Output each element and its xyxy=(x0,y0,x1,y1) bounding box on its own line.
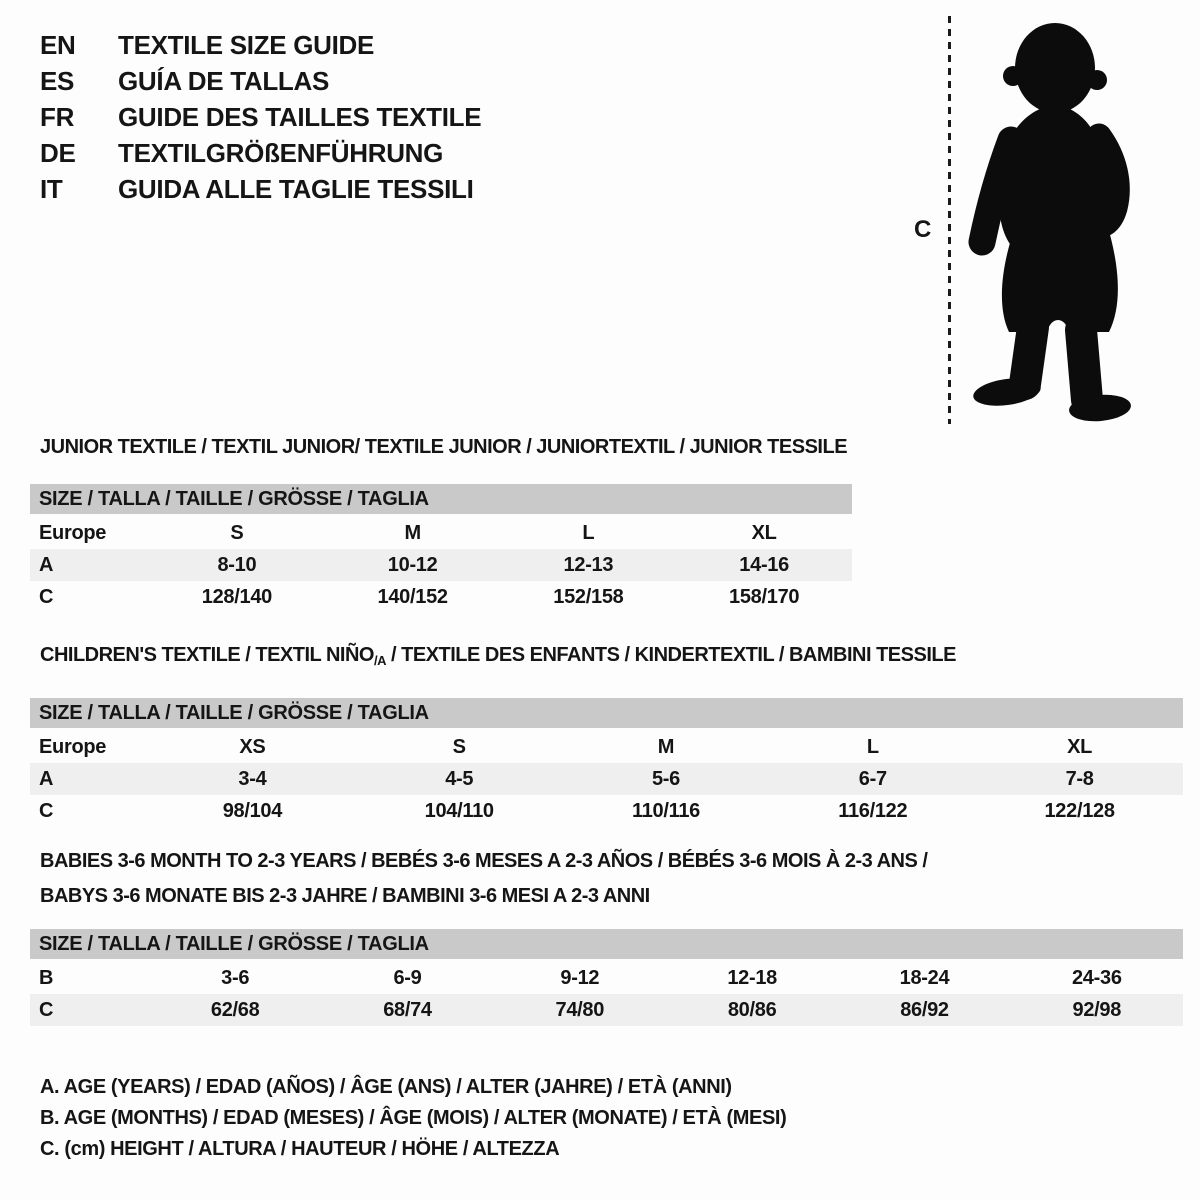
table-row xyxy=(30,763,1183,795)
language-code: ES xyxy=(40,65,75,96)
section-babies-textile xyxy=(0,850,1200,1026)
table-cell: 140/152 xyxy=(377,585,448,608)
table-cell: 110/116 xyxy=(631,799,700,822)
table-cell: 14-16 xyxy=(676,549,852,581)
guide-title: GUIDE DES TAILLES TEXTILE xyxy=(118,101,482,132)
table-cell: 158/170 xyxy=(729,585,800,608)
table-cell: 86/92 xyxy=(838,994,1010,1026)
row-label: B xyxy=(39,966,54,989)
table-cell: 116/122 xyxy=(838,799,908,822)
table-cell: M xyxy=(657,735,675,758)
section-junior-textile xyxy=(0,436,1200,613)
table-cell: 152/158 xyxy=(553,585,624,608)
table-cell: 80/86 xyxy=(666,994,838,1026)
table-row xyxy=(30,581,852,613)
section-title xyxy=(40,644,1200,672)
language-row xyxy=(40,27,481,63)
row-label: A xyxy=(30,549,149,581)
table-row xyxy=(30,549,852,581)
measurement-legend xyxy=(40,1072,786,1165)
row-label: A xyxy=(30,763,149,795)
table-cell: 104/110 xyxy=(424,799,494,822)
language-code: EN xyxy=(40,29,76,60)
table-cell: 62/68 xyxy=(149,994,321,1026)
table-cell: S xyxy=(452,735,466,758)
table-cell: 5-6 xyxy=(563,763,770,795)
table-cell: 6-9 xyxy=(393,966,422,989)
table-cell: 98/104 xyxy=(222,799,283,822)
table-row xyxy=(30,962,1183,994)
guide-title: TEXTILGRÖßENFÜHRUNG xyxy=(118,137,444,168)
table-cell: 74/80 xyxy=(494,994,666,1026)
table-cell: 68/74 xyxy=(321,994,493,1026)
section-children-textile xyxy=(0,644,1200,827)
language-title-list xyxy=(40,27,481,207)
table-cell: 128/140 xyxy=(201,585,272,608)
section-title-text: CHILDREN'S TEXTILE / TEXTIL NIÑO xyxy=(40,644,374,666)
row-label: C xyxy=(39,799,54,822)
row-label: C xyxy=(39,585,54,608)
table-cell: 7-8 xyxy=(976,763,1183,795)
size-header-bar: SIZE / TALLA / TAILLE / GRÖSSE / TAGLIA xyxy=(30,484,852,514)
table-cell: L xyxy=(866,735,879,758)
row-label: Europe xyxy=(39,735,107,758)
guide-title: TEXTILE SIZE GUIDE xyxy=(118,29,375,60)
table-cell: 6-7 xyxy=(769,763,976,795)
babies-size-table xyxy=(30,962,1183,1026)
guide-title: GUIDA ALLE TAGLIE TESSILI xyxy=(118,173,474,204)
language-code: FR xyxy=(40,101,75,132)
row-label: Europe xyxy=(39,521,107,544)
table-cell: XS xyxy=(239,735,266,758)
table-cell: M xyxy=(404,521,421,544)
table-cell: 8-10 xyxy=(149,549,325,581)
section-title: JUNIOR TEXTILE / TEXTIL JUNIOR/ TEXTILE JUNIOR / JUNIORTEXTIL / JUNIOR TESSILE xyxy=(40,436,848,458)
language-code: IT xyxy=(40,173,63,204)
size-header-bar: SIZE / TALLA / TAILLE / GRÖSSE / TAGLIA xyxy=(30,929,1183,959)
table-cell: 10-12 xyxy=(325,549,501,581)
table-cell: 3-6 xyxy=(221,966,250,989)
height-measure-dashed-line xyxy=(948,16,951,424)
row-label: C xyxy=(30,994,149,1026)
children-size-table xyxy=(30,731,1183,827)
table-cell: 3-4 xyxy=(149,763,356,795)
height-measure-label: C xyxy=(914,216,932,243)
section-title-line2: BABYS 3-6 MONATE BIS 2-3 JAHRE / BAMBINI 3-6 MESI A 2-3 ANNI xyxy=(40,885,650,907)
section-title-text: / TEXTILE DES ENFANTS / KINDERTEXTIL / BAMBINI TESSILE xyxy=(385,644,956,666)
table-cell: 4-5 xyxy=(356,763,563,795)
legend-line-b: B. AGE (MONTHS) / EDAD (MESES) / ÂGE (MOIS) / ALTER (MONATE) / ETÀ (MESI) xyxy=(40,1107,787,1129)
size-header-bar: SIZE / TALLA / TAILLE / GRÖSSE / TAGLIA xyxy=(30,698,1183,728)
table-row xyxy=(30,994,1183,1026)
table-row xyxy=(30,731,1183,763)
section-title: BABIES 3-6 MONTH TO 2-3 YEARS / BEBÉS 3-6 MESES A 2-3 AÑOS / BÉBÉS 3-6 MOIS À 2-3 ANS / xyxy=(40,850,928,872)
table-cell: 9-12 xyxy=(560,966,600,989)
legend-line-c: C. (cm) HEIGHT / ALTURA / HAUTEUR / HÖHE / ALTEZZA xyxy=(40,1138,560,1160)
table-cell: XL xyxy=(751,521,777,544)
table-row xyxy=(30,517,852,549)
legend-line-a: A. AGE (YEARS) / EDAD (AÑOS) / ÂGE (ANS) / ALTER (JAHRE) / ETÀ (ANNI) xyxy=(40,1076,732,1098)
table-cell: 18-24 xyxy=(899,966,950,989)
table-cell: S xyxy=(230,521,244,544)
language-row xyxy=(40,63,481,99)
table-cell: XL xyxy=(1067,735,1093,758)
language-row xyxy=(40,171,481,207)
table-cell: L xyxy=(582,521,595,544)
table-cell: 122/128 xyxy=(1044,799,1115,822)
table-cell: 12-18 xyxy=(727,966,777,989)
language-code: DE xyxy=(40,137,76,168)
guide-title: GUÍA DE TALLAS xyxy=(118,65,330,96)
table-cell: 92/98 xyxy=(1011,994,1183,1026)
junior-size-table xyxy=(30,517,852,613)
section-title-subscript: /A xyxy=(373,653,386,668)
language-row xyxy=(40,135,481,171)
table-cell: 24-36 xyxy=(1071,966,1122,989)
baby-silhouette xyxy=(955,12,1150,422)
language-row xyxy=(40,99,481,135)
table-row xyxy=(30,795,1183,827)
table-cell: 12-13 xyxy=(501,549,677,581)
